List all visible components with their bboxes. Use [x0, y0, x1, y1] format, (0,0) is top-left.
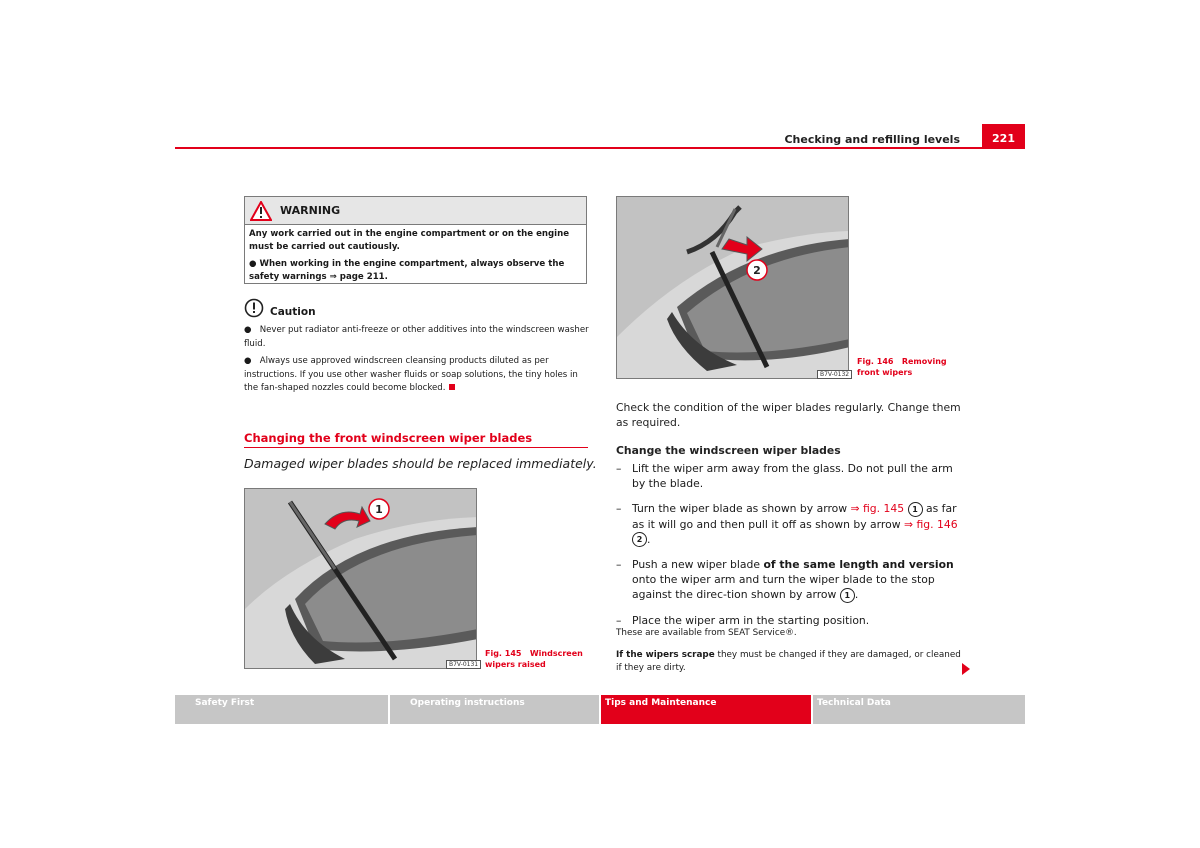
callout-1-badge: 1: [840, 588, 855, 603]
callout-2-badge: 2: [632, 532, 647, 547]
figure-145-code: B7V-0131: [446, 660, 481, 669]
step-dash: –: [616, 462, 622, 475]
step-dash: –: [616, 502, 622, 515]
figure-146-image: [616, 196, 849, 379]
wiper-raised-illustration: [245, 489, 477, 669]
warning-triangle-icon: [250, 201, 272, 221]
step-4-text: Place the wiper arm in the starting position.: [632, 613, 870, 627]
caution-title: Caution: [270, 306, 316, 318]
section-heading: Changing the front windscreen wiper blades: [244, 431, 588, 448]
figure-145-caption: [485, 648, 585, 670]
step-dash: –: [616, 613, 622, 627]
caution-bullet: ● Always use approved windscreen cleansing products diluted as per instructions. If you use other washer fluids or soap solutions, the tiny holes in the fan-shaped nozzles could become blocked.: [244, 356, 578, 393]
figure-145-image: [244, 488, 477, 669]
wiper-removal-illustration: [617, 197, 849, 379]
step-2-part: as far as it will go and then pull it off as shown by arrow: [632, 502, 957, 531]
caution-body: [244, 324, 589, 400]
step-2-part: Turn the wiper blade as shown by arrow: [632, 502, 851, 515]
figure-146-label: Fig. 146: [857, 357, 894, 366]
next-page-arrow-icon[interactable]: [962, 663, 970, 675]
running-header-title: Checking and refilling levels: [784, 133, 960, 146]
step-3-part: Push a new wiper blade: [632, 558, 764, 571]
section-lead: Damaged wiper blades should be replaced immediately.: [244, 456, 597, 471]
step-2-text: [632, 501, 966, 547]
figure-145-label: Fig. 145: [485, 649, 522, 658]
figure-146-callout: 2: [753, 264, 761, 277]
header-rule: [175, 147, 1025, 149]
warning-body: [245, 225, 586, 291]
tab-tips-and-maintenance[interactable]: Tips and Maintenance: [601, 695, 813, 724]
step-item: [616, 501, 966, 547]
warning-header: [245, 197, 586, 225]
tab-operating-instructions[interactable]: Operating instructions: [390, 695, 601, 724]
tab-safety-first[interactable]: Safety First: [175, 695, 390, 724]
intro-paragraph: [616, 400, 966, 430]
step-3-part: onto the wiper arm and turn the wiper blade to the stop against the direc-tion shown by arrow: [632, 573, 935, 601]
fig-146-link[interactable]: ⇒ fig. 146: [903, 517, 958, 531]
figure-146-caption-text: Removing front wipers: [857, 357, 947, 377]
figure-146-code: B7V-0132: [817, 370, 852, 379]
note-scraping: [616, 649, 961, 675]
warning-title: WARNING: [280, 204, 341, 217]
figure-146-caption: [857, 356, 967, 378]
warning-paragraph: Any work carried out in the engine compartment or on the engine must be carried out cautiously.: [249, 229, 570, 252]
steps-list: [616, 461, 966, 638]
step-item: [616, 461, 966, 491]
step-item: [616, 613, 966, 628]
caution-bullet: ● Never put radiator anti-freeze or other additives into the windscreen washer fluid.: [244, 325, 589, 349]
step-3-emphasis: of the same length and version: [763, 558, 954, 571]
caution-exclamation-icon: [244, 298, 264, 318]
step-3-part: .: [854, 588, 859, 601]
step-2-part: .: [647, 532, 651, 546]
warning-bullet: ● When working in the engine compartment, always observe the safety warnings ⇒ page 211.: [249, 259, 565, 282]
tab-technical-data[interactable]: Technical Data: [813, 695, 1025, 724]
step-dash: –: [616, 558, 622, 571]
chapter-tabs: [175, 695, 1025, 724]
note-availability: These are available from SEAT Service®.: [616, 628, 797, 638]
fig-145-link[interactable]: ⇒ fig. 145: [850, 502, 905, 515]
caution-bullet-text: Never put radiator anti-freeze or other additives into the windscreen washer fluid.: [244, 325, 589, 349]
caution-heading: [244, 298, 316, 318]
callout-1-badge: 1: [908, 502, 923, 517]
note-scraping-text: they must be changed if they are damaged, or cleaned if they are dirty.: [616, 650, 961, 673]
warning-box: [244, 196, 587, 284]
note-scraping-bold: If the wipers scrape: [616, 650, 715, 660]
page-number: 221: [982, 124, 1025, 148]
steps-heading: Change the windscreen wiper blades: [616, 444, 841, 457]
caution-bullet-text: Always use approved windscreen cleansing products diluted as per instructions. If you use other washer fluids or soap solutions, the tiny holes in the fan-shaped nozzles could become blocked.: [244, 356, 578, 393]
end-of-section-marker: [449, 384, 455, 390]
step-3-text: [632, 557, 966, 603]
warning-bullet-text: When working in the engine compartment, always observe the safety warnings ⇒ page 211.: [249, 259, 565, 282]
figure-145-callout: 1: [375, 503, 383, 516]
intro-text: Check the condition of the wiper blades regularly. Change them as required.: [616, 401, 961, 429]
step-item: [616, 557, 966, 603]
step-1-text: Lift the wiper arm away from the glass. Do not pull the arm by the blade.: [632, 462, 953, 490]
figure-145-caption-text: Windscreen wipers raised: [485, 649, 583, 669]
